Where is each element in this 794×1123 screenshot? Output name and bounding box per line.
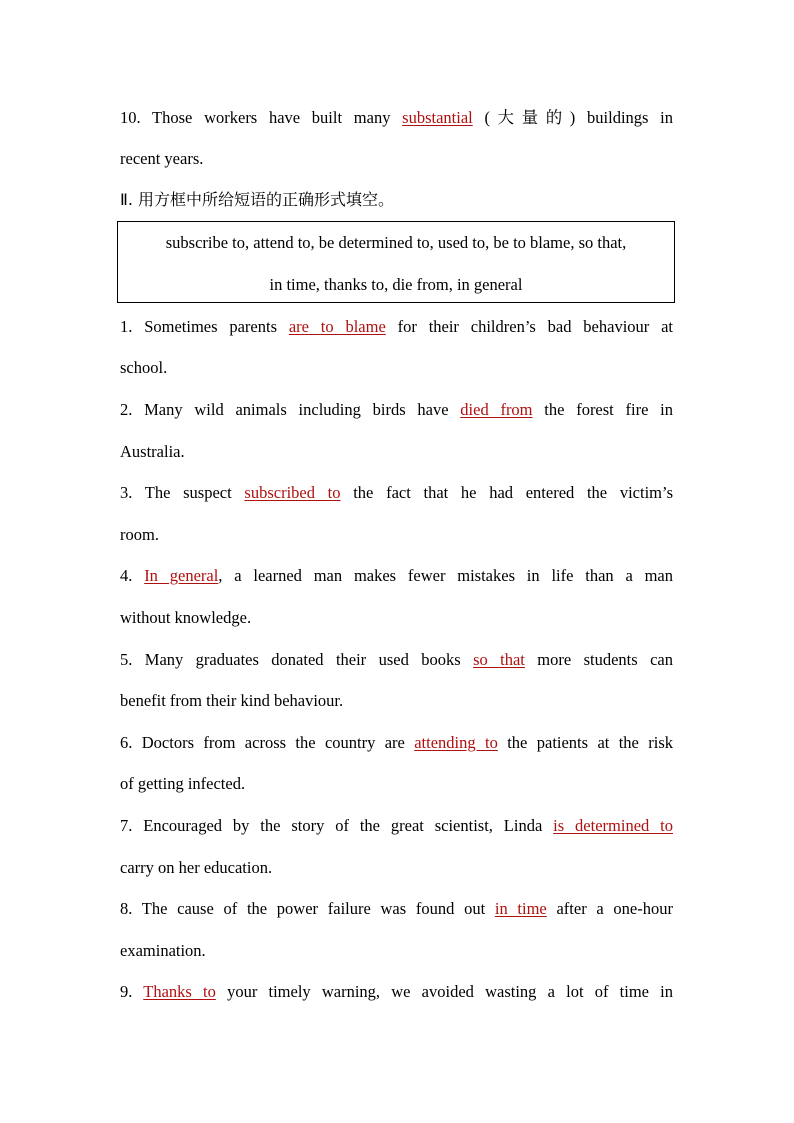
phrase-box (117, 221, 675, 303)
item-5-line (120, 648, 673, 672)
item-8-line (120, 897, 673, 921)
item-prefix: 6. Doctors from across the country are (120, 733, 415, 752)
item-5-continuation: benefit from their kind behaviour. (120, 691, 344, 710)
item-4-continuation: without knowledge. (120, 608, 252, 627)
item-prefix: 5. Many graduates donated their used books (120, 650, 474, 669)
phrase-box-line-2: in time, thanks to, die from, in general (269, 275, 523, 294)
item-suffix: the forest fire in (532, 400, 674, 419)
phrase-box-line-1: subscribe to, attend to, be determined to, used to, be to blame, so that, (165, 233, 627, 252)
item-1-line (120, 315, 673, 339)
item-answer: attending to (414, 733, 498, 752)
item-8-continuation: examination. (120, 941, 206, 960)
item-suffix: the patients at the risk (497, 733, 674, 752)
item-prefix: 1. Sometimes parents (120, 317, 289, 336)
item-answer: so that (473, 650, 525, 669)
item-answer: are to blame (288, 317, 386, 336)
item-3-line (120, 481, 673, 505)
q10-continuation: recent years. (120, 149, 204, 168)
item-suffix: for their children’s bad behaviour at (385, 317, 674, 336)
item-prefix: 2. Many wild animals including birds have (120, 400, 461, 419)
item-answer: is determined to (553, 816, 673, 835)
item-answer: in time (494, 899, 547, 918)
q10-answer: substantial (402, 108, 473, 127)
item-prefix: 9. (120, 982, 144, 1001)
item-suffix: your timely warning, we avoided wasting a lot of time in (215, 982, 673, 1001)
item-answer: Thanks to (143, 982, 216, 1001)
item-suffix: after a one-hour (546, 899, 673, 918)
section-heading: Ⅱ. 用方框中所给短语的正确形式填空。 (120, 190, 395, 209)
item-4-line (120, 564, 673, 588)
q10-suffix: (大量的) buildings in (472, 108, 673, 127)
item-2-line (120, 398, 673, 422)
item-answer: subscribed to (244, 483, 341, 502)
item-3-continuation: room. (120, 525, 159, 544)
item-suffix: more students can (524, 650, 673, 669)
item-suffix: the fact that he had entered the victim’s (340, 483, 673, 502)
item-9-line (120, 980, 673, 1004)
item-answer: In general (144, 566, 219, 585)
item-prefix: 3. The suspect (120, 483, 245, 502)
item-6-continuation: of getting infected. (120, 774, 246, 793)
item-prefix: 4. (120, 566, 145, 585)
item-6-line (120, 731, 673, 755)
q10-prefix: 10. Those workers have built many (120, 108, 403, 127)
item-answer: died from (460, 400, 533, 419)
item-2-continuation: Australia. (120, 442, 185, 461)
item-suffix: , a learned man makes fewer mistakes in life than a man (218, 566, 674, 585)
item-1-continuation: school. (120, 358, 168, 377)
q10-line (120, 106, 673, 130)
item-7-line (120, 814, 673, 838)
item-7-continuation: carry on her education. (120, 858, 273, 877)
item-prefix: 8. The cause of the power failure was found out (120, 899, 495, 918)
item-prefix: 7. Encouraged by the story of the great scientist, Linda (120, 816, 554, 835)
